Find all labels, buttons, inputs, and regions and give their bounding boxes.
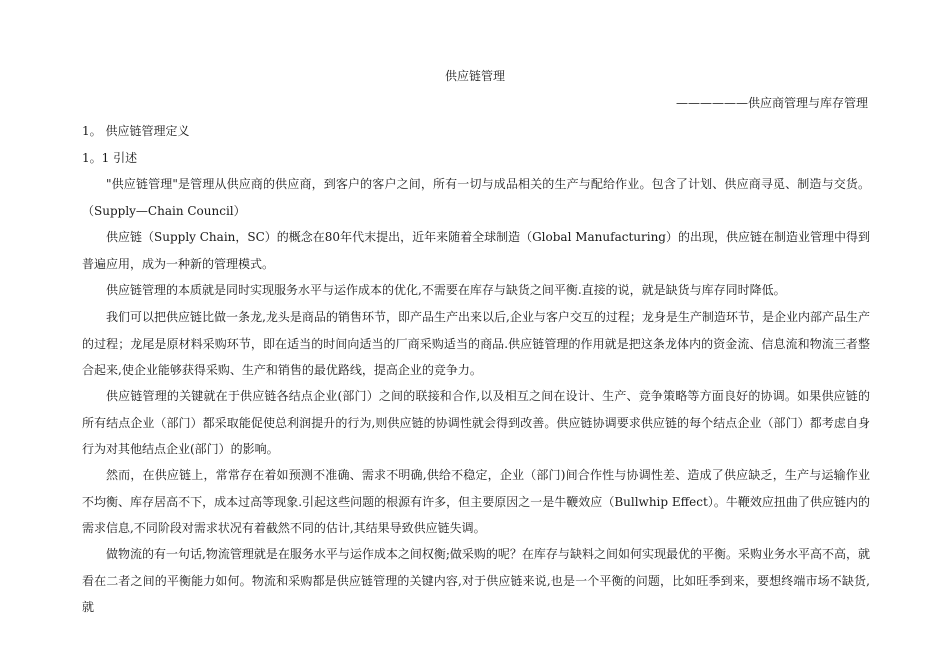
paragraph-dragon-analogy: 我们可以把供应链比做一条龙,龙头是商品的销售环节，即产品生产出来以后,企业与客户交互的过程；龙身是生产制造环节，是企业内部产品生产的过程；龙尾是原材料采购环节，即在适当的时间向适当的厂商采购适当的商品.供应链管理的作用就是把这条龙体内的资金流、信息流和物流三者整合起来,使企业能够获得采购、生产和销售的最优路线，提高企业的竞争力。 [82,310,870,377]
paragraph-logistics-balance: 做物流的有一句话,物流管理就是在服务水平与运作成本之间权衡;做采购的呢？在库存与缺料之间如何实现最优的平衡。采购业务水平高不高，就看在二者之间的平衡能力如何。物流和采购都是供应链管理的关键内容,对于供应链来说,也是一个平衡的问题，比如旺季到来，要想终端市场不缺货,就 [82,547,870,614]
subsection-heading: 1。1 引述 [82,151,138,165]
paragraph-essence: 供应链管理的本质就是同时实现服务水平与运作成本的优化,不需要在库存与缺货之间平衡.直接的说，就是缺货与库存同时降低。 [106,283,786,297]
paragraph-coordination: 供应链管理的关键就在于供应链各结点企业(部门）之间的联接和合作,以及相互之间在设计、生产、竞争策略等方面良好的协调。如果供应链的所有结点企业（部门）都采取能促使总利润提升的行为,则供应链的协调性就会得到改善。供应链协调要求供应链的每个结点企业（部门）都考虑自身行为对其他结点企业(部门）的影响。 [82,389,870,456]
document-title: 供应链管理 [444,69,505,83]
paragraph-concept: 供应链（Supply Chain，SC）的概念在80年代末提出，近年来随着全球制造（Global Manufacturing）的出现，供应链在制造业管理中得到普遍应用，成为一种新的管理模式。 [82,230,871,271]
paragraph-definition: "供应链管理"是管理从供应商的供应商，到客户的客户之间，所有一切与成品相关的生产与配给作业。包含了计划、供应商寻觅、制造与交货。（Supply—Chain Council） [82,177,870,218]
paragraph-bullwhip: 然而，在供应链上，常常存在着如预测不准确、需求不明确,供给不稳定，企业（部门)间合作性与协调性差、造成了供应缺乏，生产与运输作业不均衡、库存居高不下，成本过高等现象.引起这些问题的根源有许多，但主要原因之一是牛鞭效应（Bullwhip Effect）。牛鞭效应扭曲了供应链内的需求信息,不同阶段对需求状况有着截然不同的估计,其结果导致供应链失调。 [82,468,870,535]
section-heading: 1。 供应链管理定义 [82,124,190,138]
document-subtitle: ——————供应商管理与库存管理 [675,96,868,110]
